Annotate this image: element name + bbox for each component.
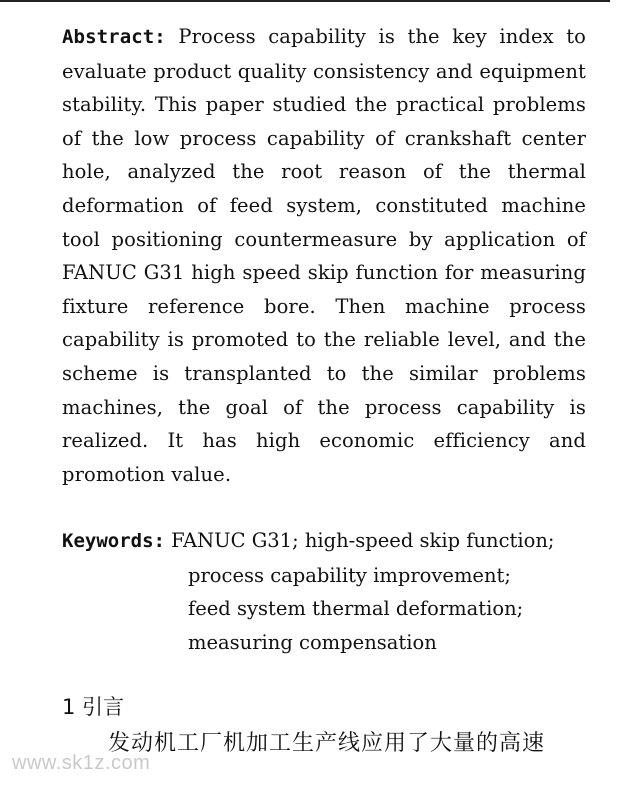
keyword-item: feed system thermal deformation; — [188, 597, 524, 621]
section-heading: 1 引言 — [62, 695, 125, 719]
keywords-label: Keywords: — [62, 530, 165, 552]
keywords-line-1 — [62, 524, 586, 559]
keyword-item: FANUC G31; high-speed skip function; — [171, 529, 555, 552]
keywords-block — [62, 524, 586, 659]
abstract-text: Process capability is the key index to evaluate product quality consistency and equipment stability. This paper studied the practical problems of the low process capability of crankshaft center hole, analyzed the root reason of the thermal deformation of feed system, constituted machine tool positioning countermeasure by application of FANUC G31 high speed skip function for measuring fixture reference bore. Then machine process capability is promoted to the reliable level, and the scheme is transplanted to the similar problems machines, the goal of the process capability is realized. It has high economic efficiency and promotion value. — [62, 25, 586, 486]
abstract-paragraph — [62, 20, 586, 491]
abstract-label: Abstract: — [62, 26, 166, 48]
top-rule — [0, 0, 610, 2]
keyword-item: measuring compensation — [188, 630, 437, 654]
keyword-item: process capability improvement; — [188, 563, 511, 587]
watermark: www.sk1z.com — [12, 752, 151, 774]
section-body-text: 发动机工厂机加工生产线应用了大量的高速 — [108, 731, 546, 756]
